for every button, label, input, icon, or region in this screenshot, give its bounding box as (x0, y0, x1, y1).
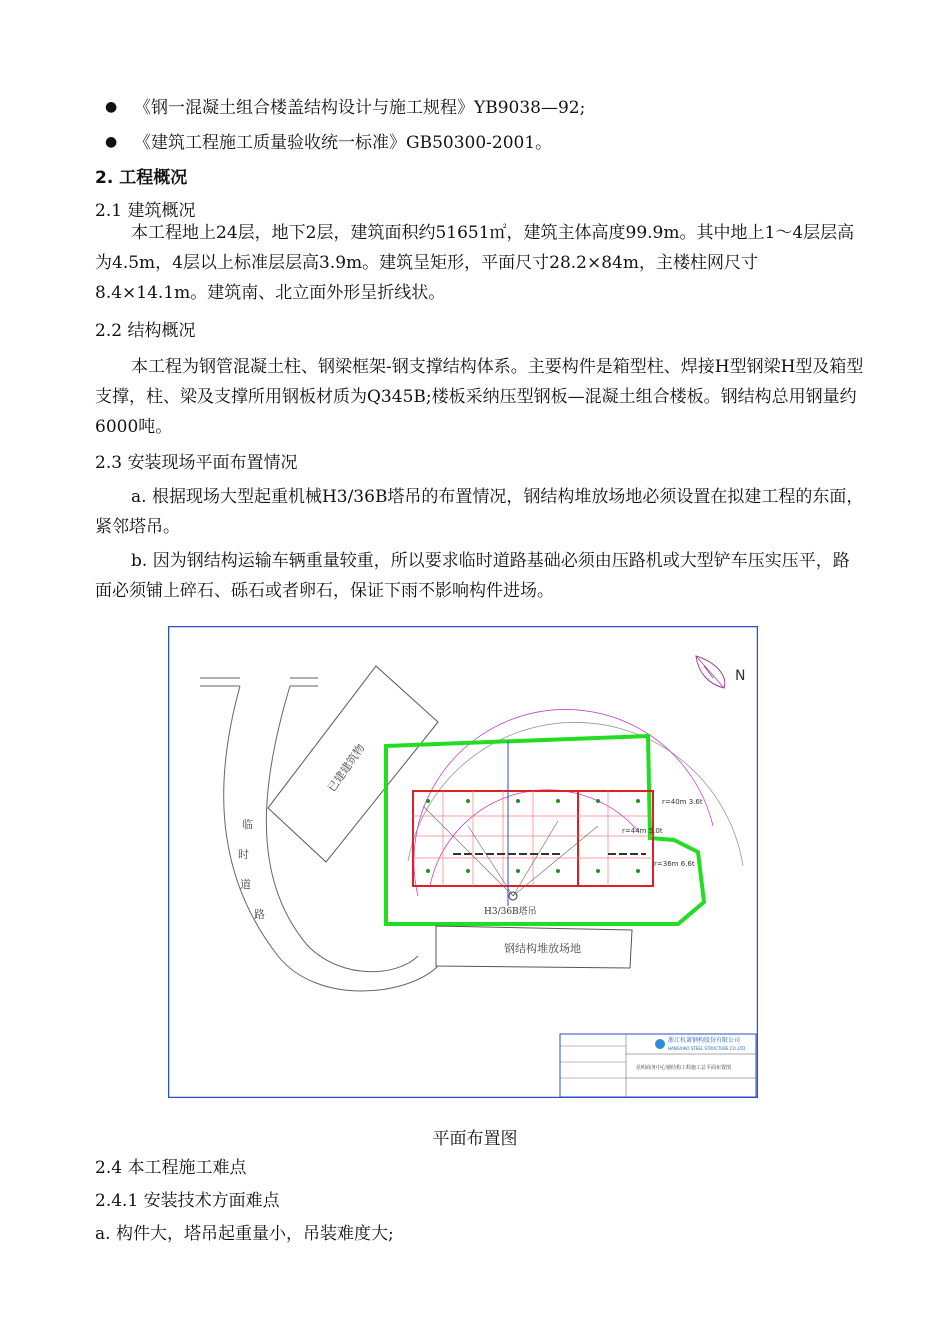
svg-text:昆明商务中心钢结构工程施工总平面布置图: 昆明商务中心钢结构工程施工总平面布置图 (636, 1065, 732, 1071)
svg-text:r=36m 6.6t: r=36m 6.6t (654, 860, 695, 868)
site-layout-plan (168, 626, 758, 1098)
title-block (560, 1034, 756, 1097)
section-heading: 2. 工程概况 (95, 168, 188, 188)
subsection-heading: 2.2 结构概况 (95, 321, 196, 341)
svg-text:HANGXIAO STEEL STRUCTURE CO.,L: HANGXIAO STEEL STRUCTURE CO.,LTD (668, 1046, 746, 1051)
svg-text:道: 道 (240, 878, 251, 891)
subsection-heading: 2.4 本工程施工难点 (95, 1158, 247, 1178)
svg-text:钢结构堆放场地: 钢结构堆放场地 (504, 942, 581, 955)
svg-text:临: 临 (242, 818, 253, 831)
subsection-heading: 2.1 建筑概况 (95, 201, 196, 221)
bullet-dot: ● (105, 134, 118, 150)
paragraph-structure-overview: 本工程为钢管混凝土柱、钢梁框架-钢支撑结构体系。主要构件是箱型柱、焊接H型钢梁H型及箱型支撑，柱、梁及支撑所用钢板材质为Q345B;楼板采纳压型钢板—混凝土组合楼板。钢结构总用钢量约6000吨。 (95, 357, 864, 437)
list-item: a. 构件大，塔吊起重量小，吊装难度大; (95, 1224, 394, 1244)
svg-text:H3/36B塔吊: H3/36B塔吊 (484, 907, 537, 917)
figure-caption: 平面布置图 (432, 1129, 518, 1149)
bullet-dot: ● (105, 99, 118, 115)
reference-item-2: 《建筑工程施工质量验收统一标准》GB50300-2001。 (134, 133, 553, 153)
reference-item-1: 《钢一混凝土组合楼盖结构设计与施工规程》YB9038—92; (134, 98, 586, 118)
paragraph-building-overview: 本工程地上24层，地下2层，建筑面积约51651㎡，建筑主体高度99.9m。其中地上1～4层层高为4.5m，4层以上标准层层高3.9m。建筑呈矩形，平面尺寸28.2×84m，主楼柱网尺寸8.4×14.1m。建筑南、北立面外形呈折线状。 (95, 223, 855, 303)
company-logo-icon (655, 1039, 665, 1049)
paragraph-site-a: a. 根据现场大型起重机械H3/36B塔吊的布置情况，钢结构堆放场地必须设置在拟建工程的东面，紧邻塔吊。 (95, 487, 864, 537)
north-label: N (735, 668, 746, 684)
paragraph-site-b: b. 因为钢结构运输车辆重量较重，所以要求临时道路基础必须由压路机或大型铲车压实压平，路面必须铺上碎石、砾石或者卵石，保证下雨不影响构件进场。 (95, 551, 850, 601)
svg-text:时: 时 (238, 848, 249, 861)
subsection-heading: 2.3 安装现场平面布置情况 (95, 453, 298, 473)
subsection-heading: 2.4.1 安装技术方面难点 (95, 1191, 280, 1211)
svg-text:浙江杭萧钢构股份有限公司: 浙江杭萧钢构股份有限公司 (668, 1037, 741, 1044)
svg-text:r=44m 5.0t: r=44m 5.0t (622, 827, 663, 835)
svg-text:r=40m 3.6t: r=40m 3.6t (662, 798, 703, 806)
svg-text:已建建筑物: 已建建筑物 (325, 741, 368, 795)
svg-text:路: 路 (254, 908, 265, 921)
